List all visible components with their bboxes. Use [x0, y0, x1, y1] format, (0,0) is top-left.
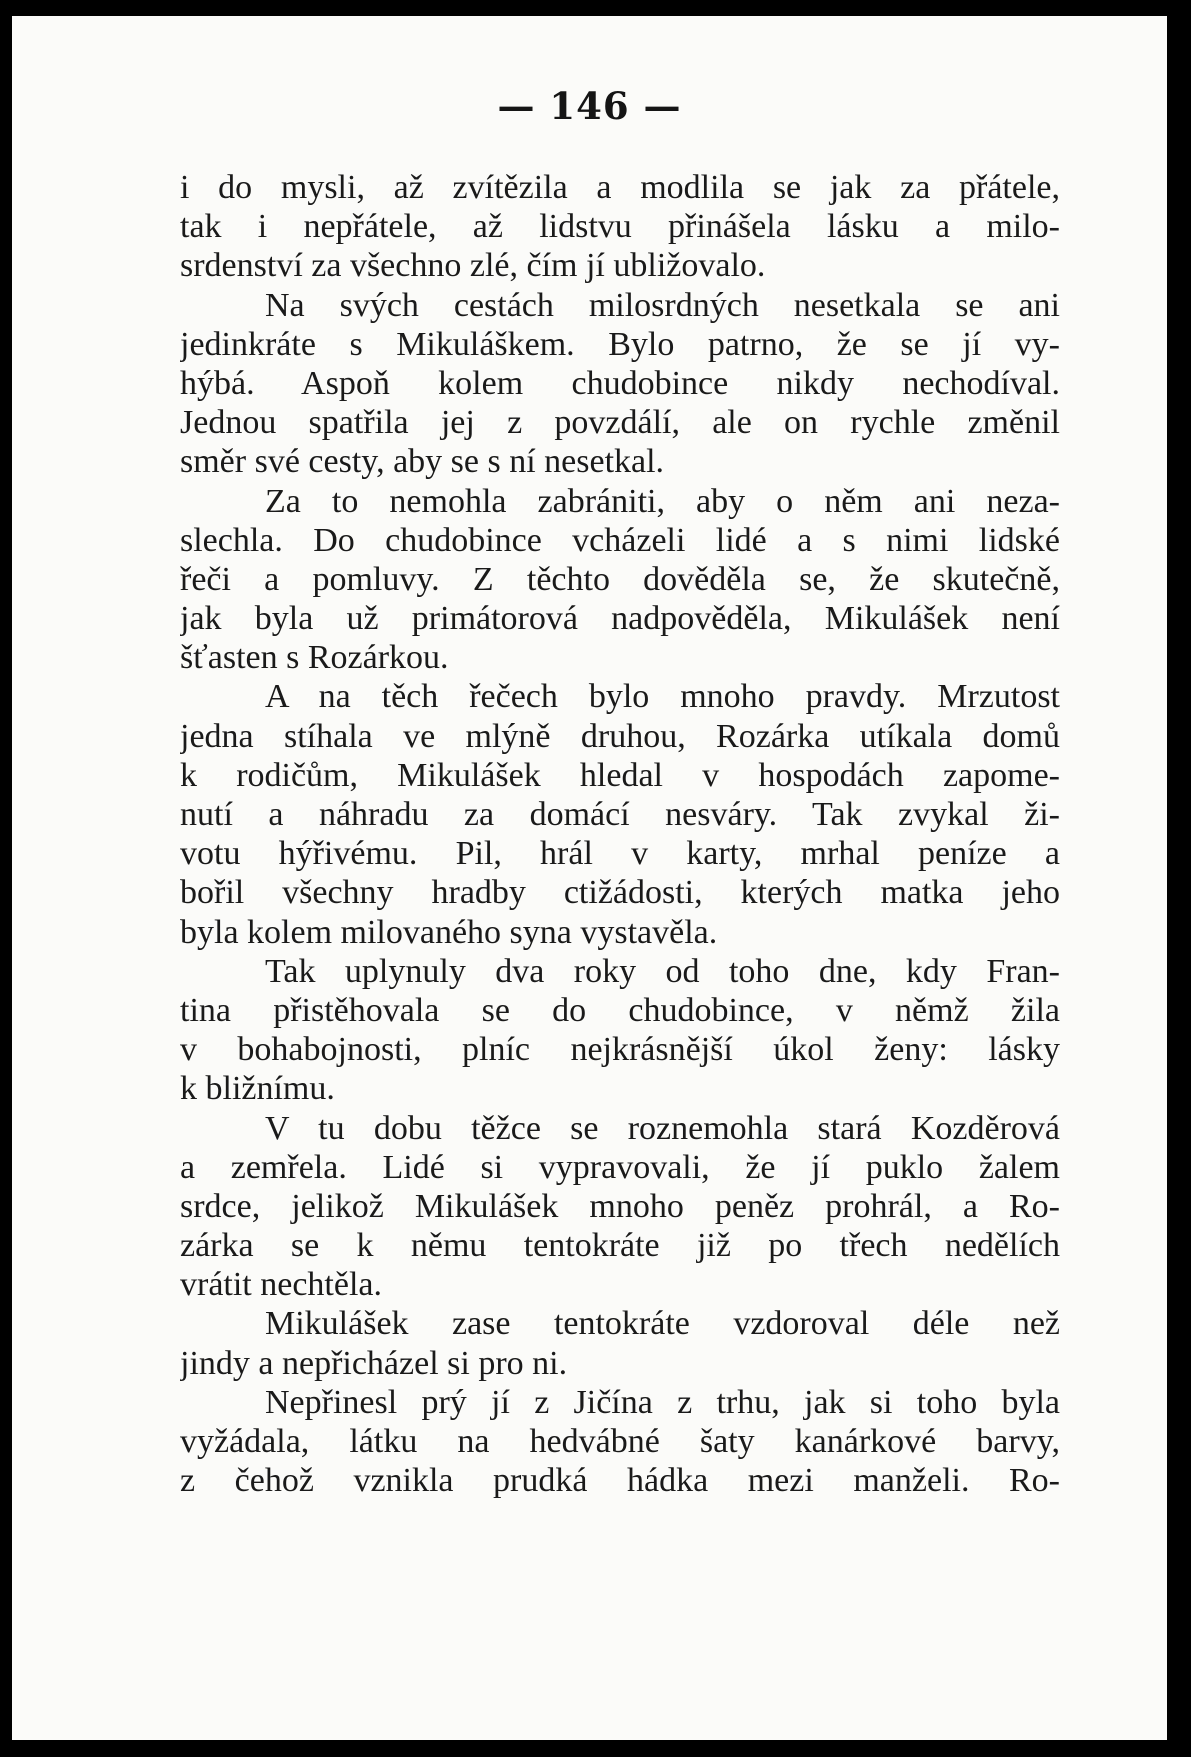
text-line: jedna stíhala ve mlýně druhou, Rozárka utíkala domů [180, 717, 1060, 755]
text-line: vrátit nechtěla. [180, 1266, 383, 1304]
text-line: V tu dobu těžce se roznemohla stará Kozděrová [265, 1109, 1060, 1147]
text-line: vyžádala, látku na hedvábné šaty kanárkové barvy, [180, 1423, 1060, 1460]
text-line: hýbá. Aspoň kolem chudobince nikdy nechodíval. [180, 364, 1060, 402]
text-line: Jednou spatřila jej z povzdálí, ale on rychle změnil [180, 404, 1060, 442]
text-line: byla kolem milovaného syna vystavěla. [180, 913, 718, 951]
text-line: jedinkráte s Mikuláškem. Bylo patrno, že se jí vy- [180, 325, 1060, 363]
text-line: směr své cesty, aby se s ní nesetkal. [180, 443, 665, 481]
text-line: řeči a pomluvy. Z těchto dověděla se, že skutečně, [180, 560, 1060, 598]
text-line: Mikulášek zase tentokráte vzdoroval déle než [265, 1305, 1060, 1343]
text-line: slechla. Do chudobince vcházeli lidé a s nimi lidské [180, 521, 1060, 559]
text-line: Na svých cestách milosrdných nesetkala se ani [265, 286, 1060, 324]
text-line: A na těch řečech bylo mnoho pravdy. Mrzutost [265, 678, 1060, 716]
text-line: tak i nepřátele, až lidstvu přinášela lásku a milo- [180, 208, 1060, 246]
text-line: z čehož vznikla prudká hádka mezi manželi. Ro- [180, 1462, 1060, 1500]
book-page [12, 16, 1167, 1740]
text-line: srdenství za všechno zlé, čím jí ubližovalo. [180, 247, 766, 285]
text-line: jak byla už primátorová nadpověděla, Mikulášek není [180, 600, 1060, 638]
text-line: v bohabojnosti, plníc nejkrásnější úkol ženy: lásky [180, 1031, 1060, 1069]
page-number: — 146 — [497, 84, 682, 128]
text-line: Tak uplynuly dva roky od toho dne, kdy Fran- [265, 952, 1060, 990]
text-line: zárka se k němu tentokráte již po třech nedělích [180, 1227, 1060, 1265]
text-line: jindy a nepřicházel si pro ni. [180, 1344, 568, 1382]
page-text [180, 168, 1060, 1500]
text-line: a zemřela. Lidé si vypravovali, že jí puklo žalem [180, 1148, 1060, 1186]
text-line: bořil všechny hradby ctižádosti, kterých matka jeho [180, 874, 1060, 912]
text-line: k bližnímu. [180, 1070, 335, 1108]
text-line: šťasten s Rozárkou. [180, 639, 449, 677]
text-line: Za to nemohla zabrániti, aby o něm ani neza- [265, 482, 1060, 520]
text-line: votu hýřivému. Pil, hrál v karty, mrhal peníze a [180, 835, 1060, 873]
text-line: Nepřinesl prý jí z Jičína z trhu, jak si toho byla [265, 1383, 1060, 1421]
text-line: nutí a náhradu za domácí nesváry. Tak zvykal ži- [180, 796, 1060, 833]
text-line: i do mysli, až zvítězila a modlila se jak za přátele, [180, 169, 1060, 206]
text-line: srdce, jelikož Mikulášek mnoho peněz prohrál, a Ro- [180, 1187, 1060, 1225]
text-line: tina přistěhovala se do chudobince, v němž žila [180, 991, 1060, 1029]
text-line: k rodičům, Mikulášek hledal v hospodách zapome- [180, 756, 1060, 794]
